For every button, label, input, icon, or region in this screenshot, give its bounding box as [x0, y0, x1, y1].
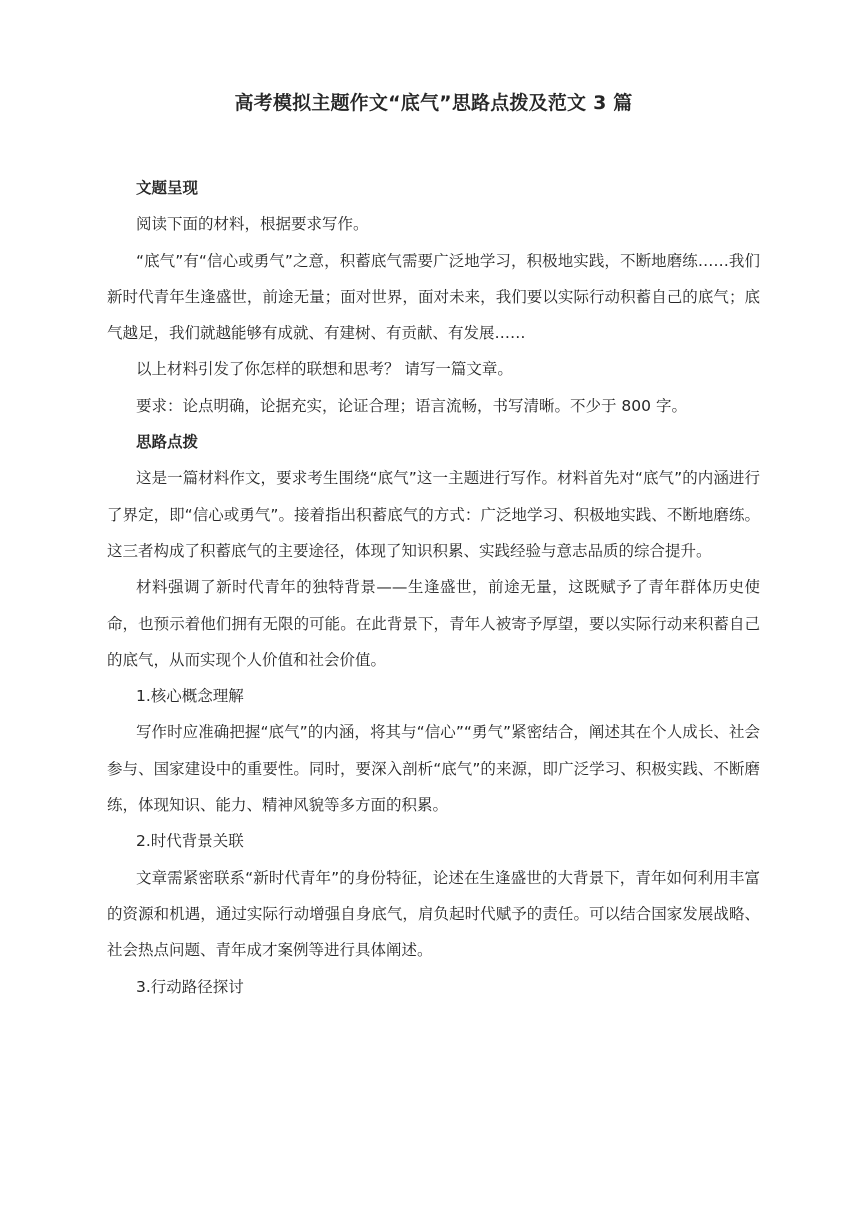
paragraph-question: 以上材料引发了你怎样的联想和思考？ 请写一篇文章。 [136, 360, 513, 379]
paragraph-requirements: 要求：论点明确，论据充实，论证合理；语言流畅，书写清晰。不少于 800 字。 [136, 396, 687, 415]
document-title: 高考模拟主题作文“底气”思路点拨及范文 3 篇 [234, 92, 633, 114]
subheading-core-concept: 1.核心概念理解 [136, 687, 244, 706]
paragraph-instruction: 阅读下面的材料，根据要求写作。 [136, 215, 369, 234]
section-heading-guidance: 思路点拨 [136, 433, 199, 452]
subheading-era-background: 2.时代背景关联 [136, 832, 244, 851]
section-heading-prompt: 文题呈现 [136, 179, 199, 197]
document-body [107, 170, 760, 1005]
paragraph-era-background: 文章需紧密联系“新时代青年”的身份特征，论述在生逢盛世的大背景下，青年如何利用丰富的资源和机遇，通过实际行动增强自身底气，肩负起时代赋予的责任。可以结合国家发展战略、社会热点问题、青年成才案例等进行具体阐述。 [107, 868, 760, 960]
paragraph-core-concept: 写作时应准确把握“底气”的内涵，将其与“信心”“勇气”紧密结合，阐述其在个人成长、社会参与、国家建设中的重要性。同时，要深入剖析“底气”的来源，即广泛学习、积极实践、不断磨练，体现知识、能力、精神风貌等多方面的积累。 [107, 723, 760, 815]
paragraph-material: “底气”有“信心或勇气”之意，积蓄底气需要广泛地学习，积极地实践，不断地磨练……我们新时代青年生逢盛世，前途无量；面对世界，面对未来，我们要以实际行动积蓄自己的底气；底气越足，我们就越能够有成就、有建树、有贡献、有发展…… [107, 251, 760, 343]
paragraph-analysis-1: 这是一篇材料作文，要求考生围绕“底气”这一主题进行写作。材料首先对“底气”的内涵进行了界定，即“信心或勇气”。接着指出积蓄底气的方式：广泛地学习、积极地实践、不断地磨练。这三者构成了积蓄底气的主要途径，体现了知识积累、实践经验与意志品质的综合提升。 [107, 469, 760, 560]
paragraph-analysis-2: 材料强调了新时代青年的独特背景——生逢盛世，前途无量，这既赋予了青年群体历史使命，也预示着他们拥有无限的可能。在此背景下，青年人被寄予厚望，要以实际行动来积蓄自己的底气，从而实现个人价值和社会价值。 [107, 578, 760, 669]
subheading-action-path: 3.行动路径探讨 [136, 977, 244, 996]
